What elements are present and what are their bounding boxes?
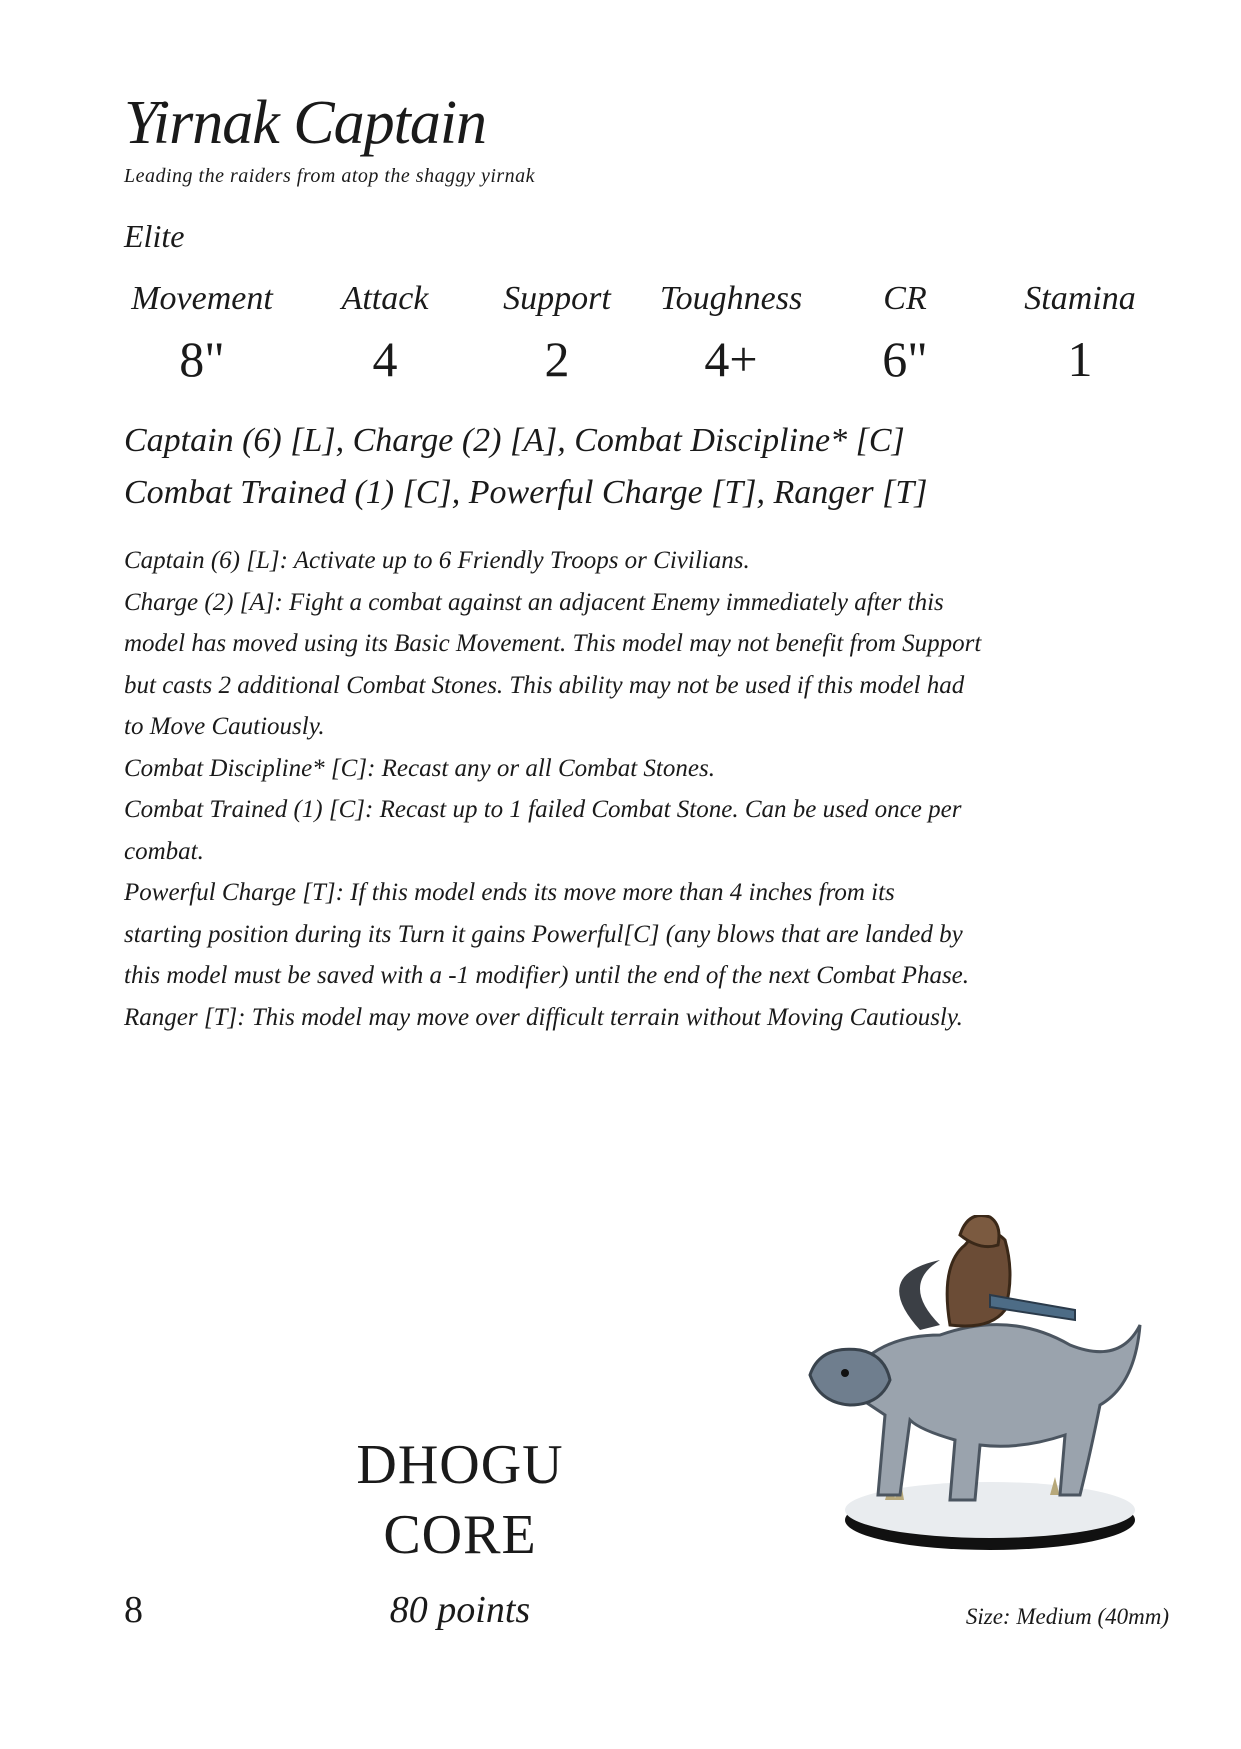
rule-line: to Move Cautiously. [124, 713, 325, 740]
unit-title: Yirnak Captain [124, 89, 487, 157]
stat-attack [295, 280, 475, 388]
rule-line: combat. [124, 837, 204, 865]
rule-line: Captain (6) [L]: Activate up to 6 Friendly Troops or Civilians. [124, 547, 750, 574]
unit-category: Elite [124, 218, 185, 254]
yirnak-horn [899, 1260, 940, 1330]
rule-line: model has moved using its Basic Movement. This model may not benefit from Support [124, 630, 982, 657]
stat-label: Toughness [659, 280, 803, 317]
stat-support [467, 280, 647, 388]
faction-block [330, 1430, 590, 1570]
rule-line: Ranger [T]: This model may move over difficult terrain without Moving Cautiously. [124, 1003, 963, 1031]
rule-line: Charge (2) [A]: Fight a combat against an adjacent Enemy immediately after this [124, 588, 944, 616]
unit-subtitle: Leading the raiders from atop the shaggy yirnak [124, 165, 536, 187]
ability-line: Captain (6) [L], Charge (2) [A], Combat Discipline* [C] [124, 422, 905, 459]
faction-tier: CORE [383, 1504, 537, 1566]
stat-stamina [990, 280, 1170, 388]
base-size: Size: Medium (40mm) [965, 1604, 1169, 1629]
stat-label: CR [883, 280, 927, 317]
yirnak-head [810, 1349, 890, 1405]
stat-label: Support [503, 280, 611, 317]
ability-line: Combat Trained (1) [C], Powerful Charge [T], Ranger [T] [124, 474, 928, 511]
stat-label: Stamina [1024, 280, 1136, 317]
stat-value: 2 [544, 331, 570, 387]
stat-label: Movement [131, 280, 273, 317]
stat-toughness [641, 280, 821, 388]
rule-line: Powerful Charge [T]: If this model ends its move more than 4 inches from its [124, 879, 895, 906]
rules-text [124, 540, 1124, 1038]
stat-value: 6" [882, 331, 928, 387]
points-cost: 80 points [389, 1589, 531, 1631]
rule-line: starting position during its Turn it gains Powerful[C] (any blows that are landed by [124, 920, 963, 948]
yirnak-body [850, 1325, 1140, 1500]
rule-line: Combat Discipline* [C]: Recast any or all Combat Stones. [124, 754, 715, 782]
stat-movement [112, 280, 292, 388]
rule-line: but casts 2 additional Combat Stones. This ability may not be used if this model had [124, 671, 965, 699]
stat-cr [815, 280, 995, 388]
page-number: 8 [124, 1589, 143, 1631]
rule-line: this model must be saved with a -1 modifier) until the end of the next Combat Phase. [124, 962, 970, 989]
ability-list [124, 415, 928, 519]
stat-value: 4 [372, 331, 398, 387]
stat-value: 1 [1067, 331, 1093, 387]
stat-value: 8" [179, 331, 225, 387]
rider-weapon [990, 1295, 1075, 1320]
mounted-yirnak-miniature-icon [790, 1215, 1170, 1555]
stat-label: Attack [341, 280, 429, 317]
faction-name: DHOGU [356, 1434, 564, 1496]
stat-value: 4+ [704, 331, 758, 387]
rule-line: Combat Trained (1) [C]: Recast up to 1 failed Combat Stone. Can be used once per [124, 796, 962, 823]
